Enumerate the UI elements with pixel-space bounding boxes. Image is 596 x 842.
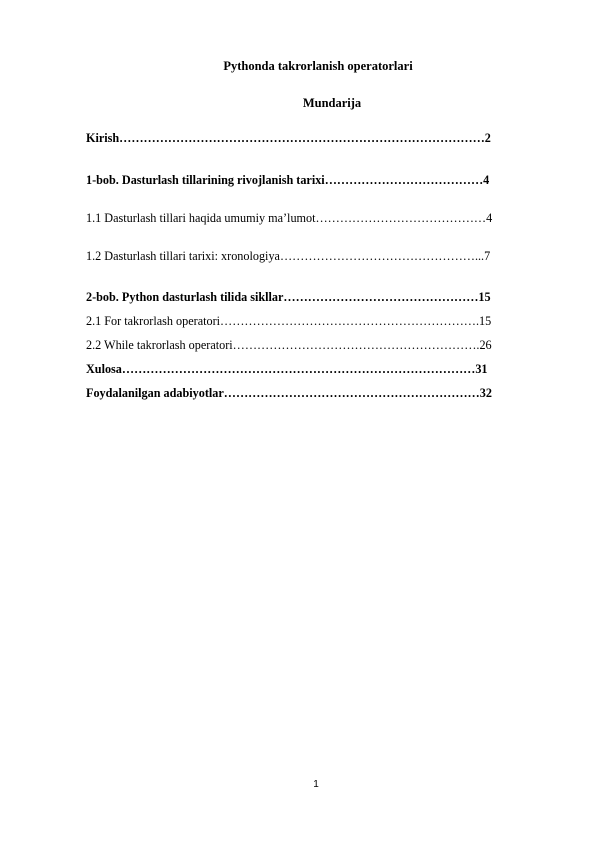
toc-entry-section-2-2: 2.2 While takrorlash operatori…………………………………………………….26: [86, 338, 492, 352]
table-of-contents-heading: Mundarija: [302, 96, 362, 110]
toc-entry-section-1-1: 1.1 Dasturlash tillari haqida umumiy ma’lumot……………………………………4: [86, 211, 493, 225]
document-title: Pythonda takrorlanish operatorlari: [223, 59, 413, 73]
toc-entry-section-2-1: 2.1 For takrorlash operatori……………………………………………………….15: [86, 314, 492, 328]
toc-entry-adabiyotlar: Foydalanilgan adabiyotlar………………………………………………………32: [86, 386, 492, 400]
page-number: 1: [313, 779, 319, 790]
toc-entry-chapter-1: 1-bob. Dasturlash tillarining rivojlanish tarixi…………………………………4: [86, 173, 490, 187]
toc-entry-chapter-2: 2-bob. Python dasturlash tilida sikllar…………………………………………15: [86, 290, 491, 304]
toc-entry-xulosa: Xulosa……………………………………………………………………………31: [86, 362, 488, 376]
toc-entry-kirish: Kirish………………………………………………………………………………2: [86, 131, 491, 145]
toc-entry-section-1-2: 1.2 Dasturlash tillari tarixi: xronologiya…………………………………………...7: [86, 249, 491, 263]
